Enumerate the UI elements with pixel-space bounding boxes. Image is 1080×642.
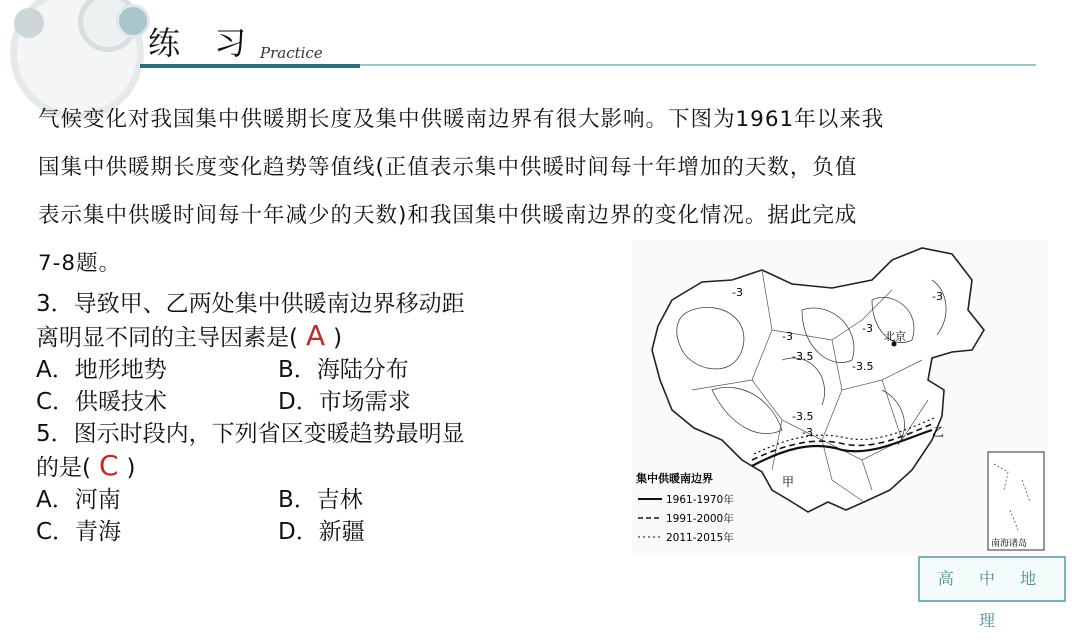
inset-label: 南海诸岛: [991, 539, 1028, 549]
q3-option-b[interactable]: B．海陆分布: [278, 357, 409, 383]
q5-close: ): [126, 455, 136, 481]
q5-option-c[interactable]: C．青海: [36, 519, 122, 545]
yi-label: 乙: [932, 425, 945, 439]
contour-label: -3: [862, 322, 873, 335]
intro-line: 气候变化对我国集中供暖期长度及集中供暖南边界有很大影响。下图为1961年以来我: [38, 107, 885, 132]
intro-line: 国集中供暖期长度变化趋势等值线(正值表示集中供暖时间每十年增加的天数，负值: [38, 155, 858, 180]
q3-stem-line1: 3．导致甲、乙两处集中供暖南边界移动距: [36, 291, 465, 317]
q5-answer: C: [98, 449, 119, 482]
q3-option-c[interactable]: C．供暖技术: [36, 389, 168, 415]
contour-label: -3: [932, 290, 943, 303]
china-heating-map: [632, 240, 1048, 556]
page-subtitle: Practice: [260, 44, 323, 62]
watermark-stamp: 高 中 地 理: [918, 556, 1066, 602]
q5-option-a[interactable]: A．河南: [36, 487, 121, 513]
q3-answer: A: [305, 319, 326, 352]
q5-stem-text: 的是(: [36, 455, 91, 481]
jia-label: 甲: [782, 475, 795, 489]
q5-stem-line1: 5．图示时段内，下列省区变暖趋势最明显: [36, 421, 465, 447]
q3-options-row2: [36, 386, 616, 418]
q3-option-d[interactable]: D．市场需求: [278, 389, 411, 415]
contour-label: -3.5: [792, 410, 814, 423]
contour-label: -3: [732, 286, 743, 299]
q5-option-b[interactable]: B．吉林: [278, 487, 363, 513]
q5-option-d[interactable]: D．新疆: [278, 519, 365, 545]
title-underline-accent: [140, 64, 360, 68]
q3-option-a[interactable]: A．地形地势: [36, 357, 167, 383]
legend-item: 1961-1970年: [666, 494, 734, 506]
q3-close: ): [333, 325, 343, 351]
q5-options-row1: [36, 484, 616, 516]
q5-stem-line2: [36, 450, 616, 484]
intro-line: 7-8题。: [38, 251, 122, 276]
decor-circle-teal: [116, 4, 150, 38]
contour-label: -3: [782, 330, 793, 343]
beijing-label: 北京: [884, 330, 906, 343]
contour-label: -3: [802, 426, 813, 439]
q3-options-row1: [36, 354, 616, 386]
q5-options-row2: [36, 516, 616, 548]
decor-circle-small: [14, 8, 44, 38]
legend-title: 集中供暖南边界: [636, 472, 713, 485]
q3-stem-text: 离明显不同的主导因素是(: [36, 325, 298, 351]
page-title: 练 习: [148, 24, 259, 62]
legend-item: 2011-2015年: [666, 532, 734, 544]
intro-line: 表示集中供暖时间每十年减少的天数)和我国集中供暖南边界的变化情况。据此完成: [38, 203, 858, 228]
map-svg: [632, 240, 1048, 556]
contour-label: -3.5: [852, 360, 874, 373]
q3-stem-line2: [36, 320, 616, 354]
contour-label: -3.5: [792, 350, 814, 363]
legend-item: 1991-2000年: [666, 513, 734, 525]
inset-frame: [988, 452, 1044, 550]
question-list: [36, 288, 616, 548]
